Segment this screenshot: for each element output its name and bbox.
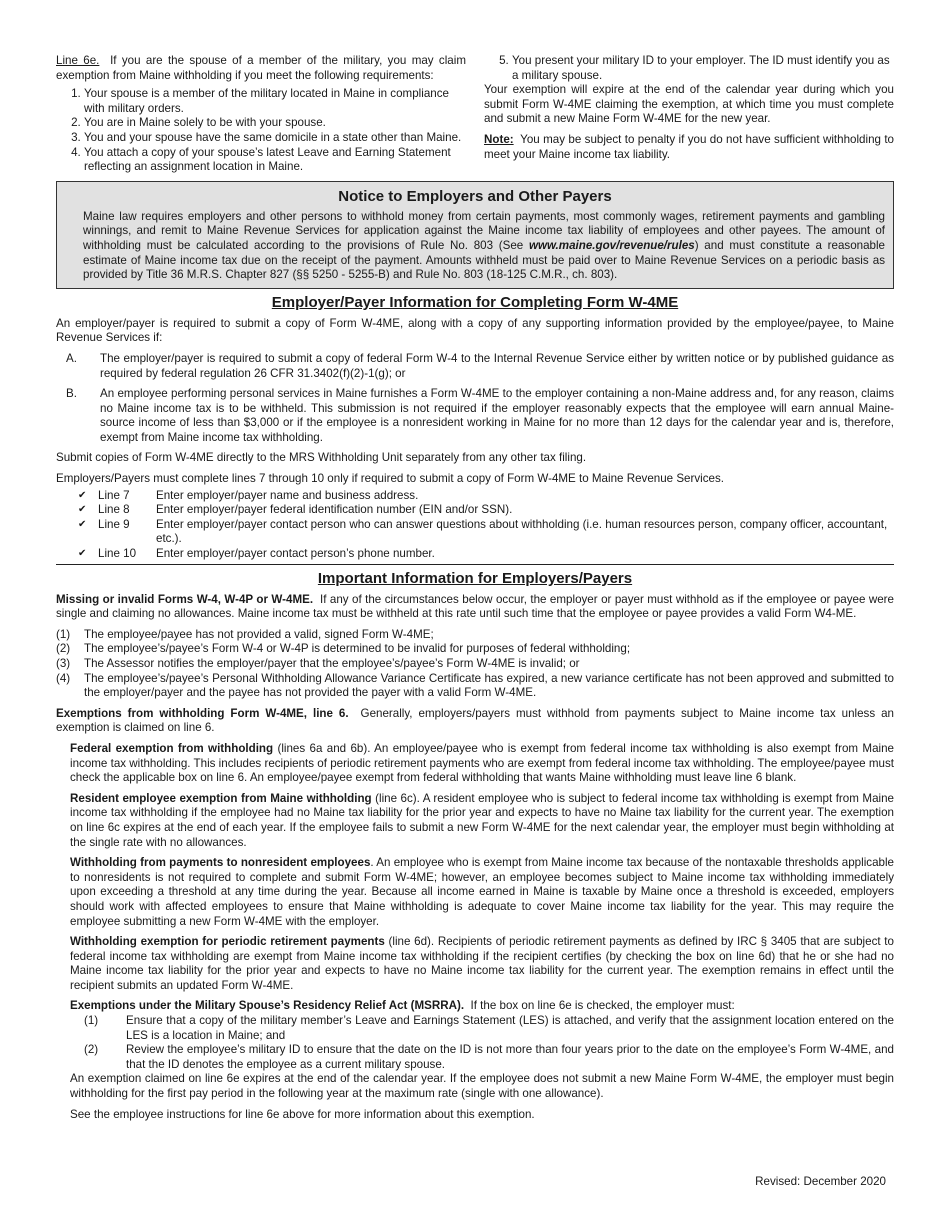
line-number: Line 7	[98, 488, 130, 502]
line-description: Enter employer/payer contact person’s phone number.	[156, 547, 435, 561]
rules-link: www.maine.gov/revenue/rules	[528, 238, 695, 252]
item-text: The Assessor notifies the employer/payer that the employee’s/payee’s Form W-4ME is invalid; or	[84, 657, 580, 670]
requirements-list	[56, 87, 466, 175]
federal-exemption-heading: Federal exemption from withholding	[70, 741, 274, 755]
msrra-expiration-text: An exemption claimed on line 6e expires at the end of the calendar year. If the employee does not submit a new Maine Form W-4ME, the employer must begin withholding for the first pay period in the following year at the maximum rate (single with one allowance).	[70, 1072, 894, 1101]
check-icon: ✔	[78, 489, 87, 501]
notice-text-a: Maine law requires employers and other persons to withhold money from certain payments, most commonly wages, retirement payments and gambling winnings, and remit to Maine Revenue Services for application against the Maine income tax liability of employees and other payees. The amount of withholding must be calculated according to the provisions of Rule No. 803 (See	[83, 209, 885, 252]
nonresident-text: . An employee who is exempt from Maine income tax because of the nontaxable thresholds applicable to nonresidents is not required to complete and submit Form W-4ME; however, an employee becomes subject to Maine income tax withholding immediately upon exceeding a threshold at any time during the year. Because all income earned in Maine is taxable by Maine once a threshold is exceeded, employers should work with affected employees to ensure that Maine withholding is adequate to cover Maine income tax liability for the year. This may require the employee submitting a new Form W-4ME with the employer.	[70, 856, 894, 928]
line-number: Line 9	[98, 517, 130, 531]
exemptions-text: Generally, employers/payers must withhold from payments subject to Maine income tax unless an exemption is claimed on line 6.	[56, 706, 895, 735]
item-letter: B.	[66, 387, 77, 401]
msrra-text: If the box on line 6e is checked, the employer must:	[470, 999, 735, 1013]
notice-title: Notice to Employers and Other Payers	[338, 187, 612, 205]
list-item	[56, 387, 894, 445]
periodic-retirement-text: (line 6d). Recipients of periodic retirement payments as defined by IRC § 3405 that are subject to federal income tax withholding are exempt from Maine income tax withholding if the recipient certifies (by checking the box on line 6d) that he or she had no Maine income tax liability for the prior year and expects to have no Maine income tax liability for the current year. The exemption remains in effect until the recipient submits an updated Form W-4ME.	[70, 935, 894, 992]
list-item: 1. Your spouse is a member of the military located in Maine in compliance with military orders.	[84, 87, 466, 116]
list-item: 4. You attach a copy of your spouse’s latest Leave and Earning Statement reflecting an assignment location in Maine.	[84, 146, 466, 175]
line-description: Enter employer/payer federal identification number (EIN and/or SSN).	[156, 503, 513, 517]
item-text: The employee/payee has not provided a valid, signed Form W-4ME;	[84, 627, 434, 641]
top-columns	[56, 54, 894, 175]
notice-text-b: ) and must constitute a reasonable estimate of Maine income tax due on the receipt of the payment. Amounts withheld must be paid over to Maine Revenue Services on a periodic basis as provided by Title 36 M.R.S. Chapter 827 (§§ 5250 - 5255-B) and Rule No. 803 (18-125 C.M.R., ch. 803).	[83, 238, 886, 282]
line-6e-label: Line 6e.	[56, 54, 100, 67]
missing-forms-paragraph	[56, 593, 894, 622]
periodic-retirement-paragraph	[56, 935, 894, 993]
item-text: The employee’s/payee’s Personal Withholding Allowance Variance Certificate has expired, a new variance certificate has not been approved and submitted to the employer/payer and the payee has not provided the payer with a valid Form W-4ME.	[84, 671, 894, 700]
item-text: An employee performing personal services in Maine furnishes a Form W-4ME to the employer containing a non-Maine address and, for any reason, claims no Maine income tax is to be withheld. This submission is not required if the employer reasonably expects that the employee will earn annual Maine-source income of less than $3,000 or if the employee is a nonresident working in Maine for no more than 12 days for the calendar year and is, therefore, exempt from Maine income tax withholding.	[100, 387, 894, 444]
note-label: Note:	[484, 132, 514, 146]
exemptions-heading: Exemptions from withholding Form W-4ME, line 6.	[56, 706, 349, 720]
line-description: Enter employer/payer contact person who can answer questions about withholding (i.e. human resources person, company officer, accountant, etc.).	[156, 517, 888, 546]
item-letter: A.	[66, 351, 77, 365]
employer-section-title: Employer/Payer Information for Completing Form W-4ME	[271, 293, 679, 311]
expiration-text: Your exemption will expire at the end of the calendar year during which you submit Form W-4ME claiming the exemption, at which time you must complete and submit a new Maine Form W-4ME for the new year.	[484, 83, 894, 126]
revision-date: Revised: December 2020	[755, 1175, 886, 1188]
notice-text	[83, 210, 885, 283]
item-number: (1)	[84, 1014, 99, 1028]
right-column	[484, 54, 894, 175]
msrra-list	[56, 1014, 894, 1072]
list-item	[56, 628, 894, 643]
item-number: (1)	[56, 627, 71, 641]
list-item	[56, 642, 894, 657]
instructions-page	[56, 54, 894, 1122]
list-item: 3. You and your spouse have the same domicile in a state other than Maine.	[84, 131, 466, 146]
nonresident-heading: Withholding from payments to nonresident employees	[70, 856, 371, 870]
submit-text: Submit copies of Form W-4ME directly to the MRS Withholding Unit separately from any other tax filing.	[56, 451, 587, 465]
msrra-paragraph	[56, 999, 894, 1014]
complete-lines-text: Employers/Payers must complete lines 7 through 10 only if required to submit a copy of Form W-4ME to Maine Revenue Services.	[56, 472, 725, 486]
resident-exemption-text: (line 6c). A resident employee who is subject to federal income tax withholding is exempt from Maine income tax withholding if the employee had no Maine tax liability for the prior year and expects to have no Maine tax liability for the current year. The exemption on line 6c expires at the end of each year. If the employee fails to submit a new Form W-4ME for the next calendar year, the employer must begin withholding at the single rate with no allowances.	[70, 791, 894, 849]
list-item	[78, 518, 894, 547]
line-description: Enter employer/payer name and business address.	[156, 488, 419, 502]
item-number: (2)	[84, 1043, 99, 1057]
line-6e-intro-text: If you are the spouse of a member of the military, you may claim exemption from Maine withholding if you meet the following requirements:	[56, 54, 466, 82]
notice-box	[56, 181, 894, 289]
list-item: 5. You present your military ID to your employer. The ID must identify you as a military spouse.	[512, 54, 894, 83]
section-divider	[56, 564, 894, 565]
item-text: The employee’s/payee’s Form W-4 or W-4P is determined to be invalid for purposes of federal withholding;	[84, 642, 631, 656]
exemptions-paragraph	[56, 707, 894, 736]
resident-exemption-paragraph	[56, 792, 894, 850]
list-item	[56, 352, 894, 381]
federal-exemption-text: (lines 6a and 6b). An employee/payee who is exempt from federal income tax withholding is also exempt from Maine income tax withholding. This includes recipients of periodic retirement payments who are exempt from federal income tax withholding. The employee/payee must check the applicable box on line 6. An employee/payee exempt from federal withholding that wants Maine withholding must leave line 6 blank.	[70, 741, 894, 785]
missing-forms-heading: Missing or invalid Forms W-4, W-4P or W-4ME.	[56, 592, 314, 606]
important-section-title: Important Information for Employers/Payers	[317, 569, 633, 587]
employer-lines-list	[78, 489, 894, 562]
missing-forms-text: If any of the circumstances below occur, the employer or payer must withhold as if the employee or payee were single and claiming no allowances. Maine income tax must be withheld at this rate until such time that the employee or payee provides a valid Form W4-ME.	[56, 592, 894, 621]
requirements-list-continued	[484, 54, 894, 83]
line-number: Line 10	[98, 547, 137, 561]
item-text: Review the employee’s military ID to ensure that the date on the ID is not more than four years prior to the date on the employee’s Form W-4ME, and that the ID denotes the employee as a current military spouse.	[126, 1043, 894, 1071]
item-number: (2)	[56, 642, 71, 656]
periodic-retirement-heading: Withholding exemption for periodic retirement payments	[70, 935, 385, 949]
left-column	[56, 54, 466, 175]
nonresident-paragraph	[56, 856, 894, 929]
penalty-note	[484, 133, 894, 162]
check-icon: ✔	[78, 504, 87, 516]
msrra-heading: Exemptions under the Military Spouse’s Residency Relief Act (MSRRA).	[70, 999, 465, 1013]
list-item	[56, 1043, 894, 1072]
list-item	[78, 489, 894, 504]
circumstances-list	[56, 628, 894, 701]
list-item	[56, 1014, 894, 1043]
employer-intro: An employer/payer is required to submit a copy of Form W-4ME, along with a copy of any supporting information provided by the employee/payee, to Maine Revenue Services if:	[56, 316, 894, 345]
check-icon: ✔	[78, 518, 87, 530]
check-icon: ✔	[78, 548, 87, 560]
line-6e-intro	[56, 54, 466, 83]
item-number: (4)	[56, 671, 71, 685]
list-item: 2. You are in Maine solely to be with your spouse.	[84, 116, 466, 131]
list-item	[78, 547, 894, 562]
item-text: Ensure that a copy of the military member’s Leave and Earnings Statement (LES) is attached, and verify that the assignment location entered on the LES is a location in Maine; and	[126, 1014, 894, 1042]
item-number: (3)	[56, 657, 71, 670]
list-item	[56, 657, 894, 672]
note-text: You may be subject to penalty if you do not have sufficient withholding to meet your Maine income tax liability.	[484, 132, 895, 161]
see-instructions-text: See the employee instructions for line 6e above for more information about this exemption.	[70, 1107, 535, 1121]
item-text: The employer/payer is required to submit a copy of federal Form W-4 to the Internal Revenue Service either by written notice or by published guidance as required by federal regulation 26 CFR 31.3402(f)(2)-1(g); or	[100, 351, 894, 380]
list-item	[56, 672, 894, 701]
line-number: Line 8	[98, 503, 130, 517]
list-item	[78, 503, 894, 518]
resident-exemption-heading: Resident employee exemption from Maine withholding	[70, 791, 372, 805]
federal-exemption-paragraph	[56, 742, 894, 786]
